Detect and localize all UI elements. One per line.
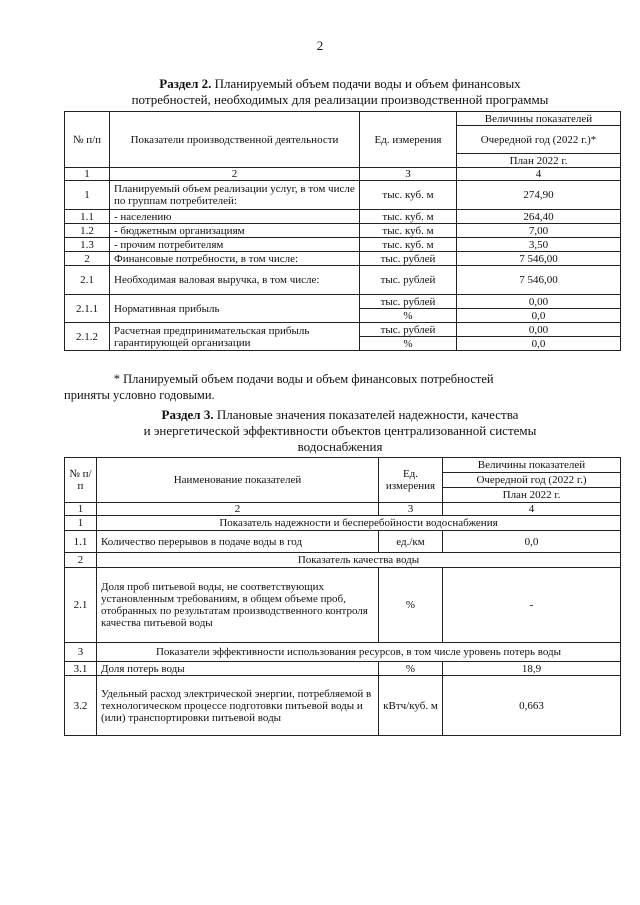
row-name: - прочим потребителям: [110, 238, 360, 252]
group-title: Показатель качества воды: [97, 553, 621, 568]
footnote-star: *: [113, 372, 120, 386]
section3-title-line3: водоснабжения: [297, 439, 383, 454]
row-name: Финансовые потребности, в том числе:: [110, 252, 360, 266]
footnote-line2: приняты условно годовыми.: [64, 388, 215, 402]
section3-title: [60, 407, 620, 455]
row-value: 0,0: [457, 309, 621, 323]
row-num: 1.2: [65, 224, 110, 238]
row-value: 0,00: [457, 295, 621, 309]
table-row: [65, 181, 621, 210]
table-row: [65, 553, 621, 568]
row-unit: тыс. куб. м: [360, 224, 457, 238]
row-value: 0,00: [457, 323, 621, 337]
row-unit: тыс. рублей: [360, 323, 457, 337]
row-value: 7,00: [457, 224, 621, 238]
group-title: Показатель надежности и бесперебойности водоснабжения: [97, 516, 621, 531]
s3-header-num: № п/п: [65, 458, 97, 503]
row-num: 2.1: [65, 266, 110, 295]
row-unit: %: [379, 568, 443, 643]
row-value: 274,90: [457, 181, 621, 210]
table-row: [65, 323, 621, 337]
s2-header-num: № п/п: [65, 112, 110, 168]
row-unit: тыс. куб. м: [360, 238, 457, 252]
row-name: Доля проб питьевой воды, не соответствующих установленным требованиям, в общем объеме проб, отобранных по результатам производственного контроля качества питьевой воды: [97, 568, 379, 643]
s3-colnum-3: 3: [379, 503, 443, 516]
s2-header-next-year: Очередной год (2022 г.)*: [457, 126, 621, 154]
row-value: -: [443, 568, 621, 643]
section3-title-line2: и энергетической эффективности объектов централизованной системы: [143, 423, 537, 438]
s2-header-indicator: Показатели производственной деятельности: [110, 112, 360, 168]
section2-footnote: [64, 371, 620, 403]
row-name: Количество перерывов в подаче воды в год: [97, 531, 379, 553]
s2-header-values: Величины показателей: [457, 112, 621, 126]
row-num: 2: [65, 252, 110, 266]
s3-colnum-2: 2: [97, 503, 379, 516]
row-unit: тыс. куб. м: [360, 210, 457, 224]
s2-colnum-4: 4: [457, 168, 621, 181]
row-unit: %: [360, 309, 457, 323]
row-num: 3.1: [65, 662, 97, 676]
table-row: [65, 238, 621, 252]
s3-header-plan: План 2022 г.: [443, 488, 621, 503]
table-row: [65, 662, 621, 676]
row-unit: тыс. рублей: [360, 252, 457, 266]
row-name: Удельный расход электрической энергии, потребляемой в технологическом процессе подготовки питьевой воды и (или) транспортировки питьевой воды: [97, 676, 379, 736]
section2-table: [64, 111, 621, 351]
s3-colnum-1: 1: [65, 503, 97, 516]
row-value: 18,9: [443, 662, 621, 676]
table-row: [65, 643, 621, 662]
row-unit: ед./км: [379, 531, 443, 553]
row-value: 0,663: [443, 676, 621, 736]
row-name: Доля потерь воды: [97, 662, 379, 676]
row-name: Необходимая валовая выручка, в том числе:: [110, 266, 360, 295]
row-unit: %: [360, 337, 457, 351]
row-value: 264,40: [457, 210, 621, 224]
row-name: Нормативная прибыль: [110, 295, 360, 323]
table-row: [65, 252, 621, 266]
table-row: [65, 531, 621, 553]
section3-title-rest: Плановые значения показателей надежности, качества: [216, 407, 519, 422]
section2-title-rest: Планируемый объем подачи воды и объем финансовых: [214, 76, 521, 91]
row-unit: кВтч/куб. м: [379, 676, 443, 736]
s3-colnum-4: 4: [443, 503, 621, 516]
section2-title: [60, 76, 620, 108]
row-name: Планируемый объем реализации услуг, в том числе по группам потребителей:: [110, 181, 360, 210]
table-row: [65, 568, 621, 643]
row-num: 2.1: [65, 568, 97, 643]
section3-title-bold: Раздел 3.: [161, 407, 214, 422]
row-name: Расчетная предпринимательская прибыль гарантирующей организации: [110, 323, 360, 351]
row-value: 3,50: [457, 238, 621, 252]
s2-colnum-2: 2: [110, 168, 360, 181]
group-num: 1: [65, 516, 97, 531]
row-num: 1.1: [65, 531, 97, 553]
page-number: 2: [316, 38, 324, 53]
s3-header-next-year: Очередной год (2022 г.): [443, 473, 621, 488]
group-title: Показатели эффективности использования ресурсов, в том числе уровень потерь воды: [97, 643, 621, 662]
row-num: 2.1.1: [65, 295, 110, 323]
section2-title-line2: потребностей, необходимых для реализации производственной программы: [131, 92, 549, 107]
row-value: 0,0: [457, 337, 621, 351]
row-num: 1: [65, 181, 110, 210]
row-num: 3.2: [65, 676, 97, 736]
section2-title-bold: Раздел 2.: [159, 76, 212, 91]
row-name: - бюджетным организациям: [110, 224, 360, 238]
row-value: 7 546,00: [457, 252, 621, 266]
s3-header-name: Наименование показателей: [97, 458, 379, 503]
row-value: 7 546,00: [457, 266, 621, 295]
s3-header-unit: Ед. измерения: [379, 458, 443, 503]
table-row: [65, 676, 621, 736]
row-num: 1.1: [65, 210, 110, 224]
table-row: [65, 266, 621, 295]
row-num: 1.3: [65, 238, 110, 252]
section3-table: [64, 457, 621, 736]
table-row: [65, 295, 621, 309]
s2-header-plan: План 2022 г.: [457, 154, 621, 168]
s2-header-unit: Ед. измерения: [360, 112, 457, 168]
group-num: 3: [65, 643, 97, 662]
table-row: [65, 516, 621, 531]
row-name: - населению: [110, 210, 360, 224]
s3-header-values: Величины показателей: [443, 458, 621, 473]
footnote-line1: Планируемый объем подачи воды и объем финансовых потребностей: [123, 372, 494, 386]
row-unit: %: [379, 662, 443, 676]
group-num: 2: [65, 553, 97, 568]
table-row: [65, 224, 621, 238]
row-unit: тыс. куб. м: [360, 181, 457, 210]
row-num: 2.1.2: [65, 323, 110, 351]
table-row: [65, 210, 621, 224]
row-value: 0,0: [443, 531, 621, 553]
s2-colnum-3: 3: [360, 168, 457, 181]
row-unit: тыс. рублей: [360, 266, 457, 295]
s2-colnum-1: 1: [65, 168, 110, 181]
row-unit: тыс. рублей: [360, 295, 457, 309]
